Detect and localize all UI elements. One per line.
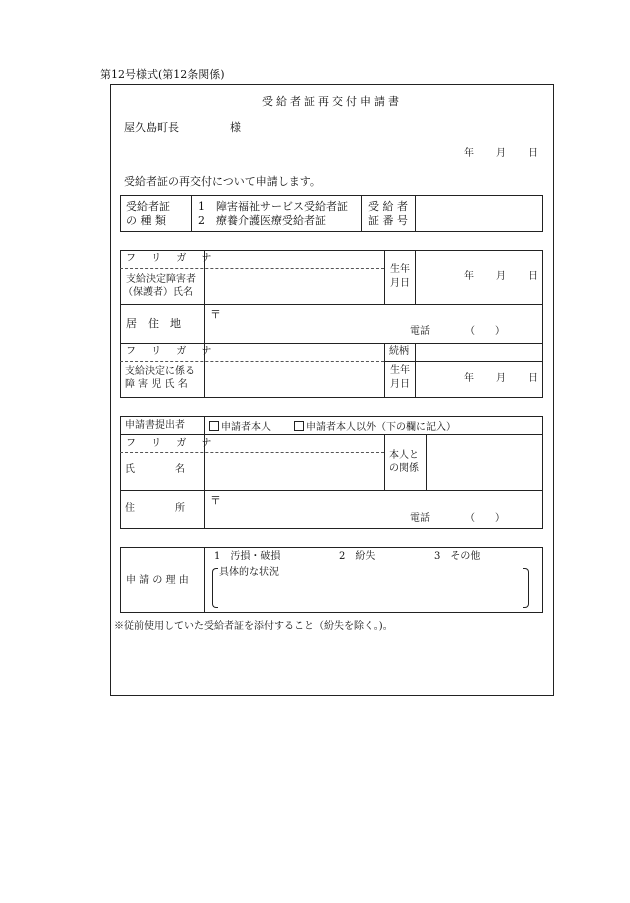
child-birth-month: 月 — [496, 373, 506, 384]
submitter-other-checkbox[interactable] — [294, 421, 304, 431]
recipient-birth-month: 月 — [496, 271, 506, 282]
recipient-birth-field[interactable] — [417, 252, 541, 302]
certificate-type-label-2: の 種 類 — [126, 214, 166, 227]
intro-text: 受給者証の再交付について申請します。 — [124, 175, 321, 188]
submitter-postal-mark: 〒 — [210, 494, 221, 507]
certificate-number-field[interactable] — [417, 197, 541, 230]
certificate-option-2[interactable]: 2 療養介護医療受給者証 — [198, 214, 326, 227]
recipient-birth-day: 日 — [528, 271, 538, 282]
child-name-field[interactable] — [206, 363, 382, 396]
child-name-label-2: 障 害 児 氏 名 — [125, 379, 188, 390]
child-birth-field[interactable] — [417, 363, 541, 396]
submitter-phone-field[interactable]: （ ） — [465, 513, 505, 524]
date-year-label: 年 — [464, 148, 474, 159]
submitter-relation-field[interactable] — [428, 436, 541, 488]
addressee-mayor: 屋久島町長 — [124, 121, 179, 134]
submitter-self-option[interactable] — [209, 421, 271, 433]
recipient-address-field[interactable] — [222, 306, 540, 326]
child-furigana-label: フ リ ガ ナ — [126, 346, 218, 357]
recipient-birth-year: 年 — [464, 271, 474, 282]
submitter-phone-label: 電話 — [410, 513, 430, 524]
submitter-relation-label-1: 本人と — [389, 450, 419, 461]
child-birth-day: 日 — [528, 373, 538, 384]
submitter-self-checkbox[interactable] — [209, 421, 219, 431]
recipient-birth-label-1: 生年 — [390, 264, 410, 275]
recipient-furigana-label: フ リ ガ ナ — [126, 253, 218, 264]
child-birth-year: 年 — [464, 373, 474, 384]
details-label: 具体的な状況 — [219, 567, 279, 578]
addressee-honorific: 様 — [230, 121, 241, 134]
date-month-label: 月 — [496, 148, 506, 159]
certificate-option-1[interactable]: 1 障害福祉サービス受給者証 — [198, 200, 348, 213]
child-name-label-1: 支給決定に係る — [125, 366, 195, 377]
relation-label: 続柄 — [389, 346, 409, 357]
child-birth-label-1: 生年 — [390, 365, 410, 376]
submitter-name-label: 氏 名 — [125, 464, 185, 475]
recipient-name-label-2: （保護者）氏名 — [123, 287, 193, 298]
certificate-number-label-1: 受 給 者 — [368, 200, 408, 213]
reason-option-1[interactable]: 1 汚損・破損 — [214, 551, 281, 562]
certificate-number-label-2: 証 番 号 — [368, 214, 408, 227]
reason-option-2[interactable]: 2 紛失 — [339, 551, 376, 562]
child-furigana-field[interactable] — [206, 344, 382, 360]
recipient-name-field[interactable] — [206, 270, 382, 303]
recipient-phone-field[interactable]: （ ） — [465, 326, 505, 337]
recipient-birth-label-2: 月日 — [390, 278, 410, 289]
reason-label: 申 請 の 理 由 — [126, 575, 189, 586]
submitter-furigana-field[interactable] — [206, 436, 382, 451]
submitter-address-field[interactable] — [222, 492, 540, 512]
form-label: 第12号様式(第12条関係) — [100, 68, 225, 81]
submitter-label: 申請書提出者 — [125, 420, 185, 431]
recipient-name-label-1: 支給決定障害者 — [126, 274, 196, 285]
submitter-address-label: 住 所 — [125, 503, 185, 514]
child-birth-label-2: 月日 — [390, 379, 410, 390]
submitter-self-label: 申請者本人 — [221, 422, 271, 433]
submitter-name-field[interactable] — [206, 454, 382, 488]
recipient-phone-label: 電話 — [410, 326, 430, 337]
relation-field[interactable] — [417, 345, 541, 360]
details-field[interactable] — [220, 580, 520, 606]
attachment-note: ※従前使用していた受給者証を添付すること（紛失を除く。)。 — [114, 621, 393, 632]
details-right-bracket — [523, 568, 529, 608]
form-title: 受給者証再交付申請書 — [262, 95, 402, 108]
details-left-bracket — [212, 568, 218, 608]
recipient-address-label: 居 住 地 — [126, 317, 181, 330]
recipient-furigana-field[interactable] — [206, 251, 382, 267]
date-day-label: 日 — [528, 148, 538, 159]
submitter-other-label: 申請者本人以外（下の欄に記入） — [306, 422, 456, 433]
submitter-other-option[interactable] — [294, 421, 456, 433]
recipient-postal-mark: 〒 — [210, 308, 221, 321]
reason-option-3[interactable]: 3 その他 — [434, 551, 481, 562]
submitter-furigana-label: フ リ ガ ナ — [126, 438, 218, 449]
certificate-type-label-1: 受給者証 — [126, 200, 170, 213]
submitter-relation-label-2: の関係 — [389, 463, 419, 474]
